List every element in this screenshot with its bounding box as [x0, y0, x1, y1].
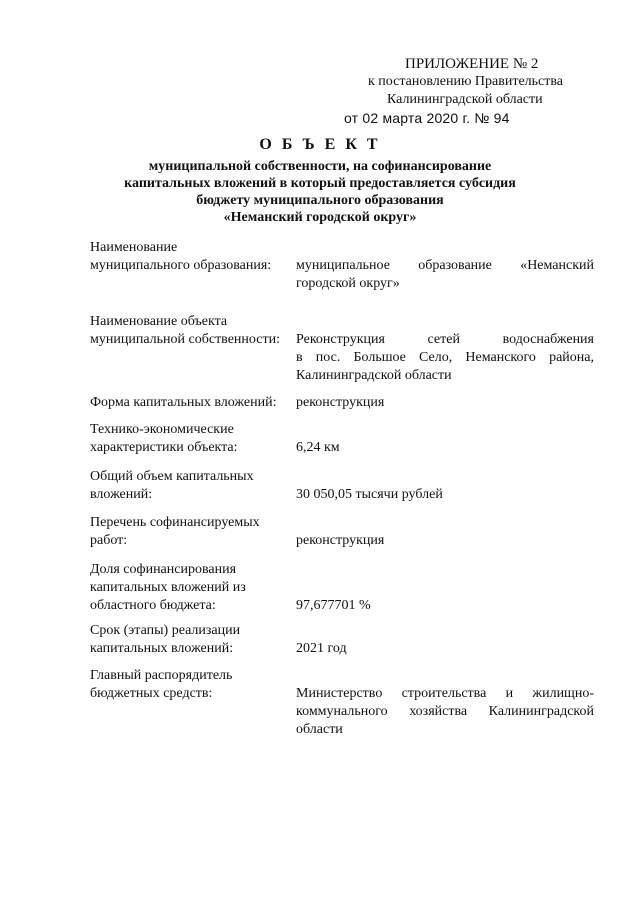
label-line: Форма капитальных вложений: — [90, 395, 277, 410]
value-line: Министерство строительства и жилищно- — [296, 686, 594, 701]
label-line: Главный распорядитель — [90, 668, 233, 683]
label-line: муниципальной собственности: — [90, 332, 280, 347]
label-line: Общий объем капитальных — [90, 469, 254, 484]
row-label — [90, 468, 290, 504]
value-line: реконструкция — [296, 395, 385, 410]
label-line: вложений: — [90, 487, 153, 502]
row-value — [296, 394, 594, 412]
appendix-region: Калининградской области — [387, 92, 543, 107]
row-value — [296, 640, 594, 658]
row-value — [296, 331, 594, 385]
value-line: области — [296, 722, 343, 737]
row-value — [296, 486, 594, 504]
row-value — [296, 439, 594, 457]
row-value — [296, 685, 594, 739]
label-line: областного бюджета: — [90, 598, 216, 613]
title-heading: О Б Ъ Е К Т — [259, 136, 381, 153]
row-label — [90, 313, 290, 349]
title-line: муниципальной собственности, на софинансирование — [148, 159, 492, 174]
value-line: реконструкция — [296, 533, 385, 548]
label-line: Срок (этапы) реализации — [90, 623, 241, 638]
row-label — [90, 394, 290, 412]
appendix-date-number: от 02 марта 2020 г. № 94 — [344, 110, 510, 126]
row-label — [90, 667, 290, 703]
title-line: бюджету муниципального образования — [196, 193, 444, 208]
appendix-block — [344, 55, 584, 127]
value-line: 97,677701 % — [296, 598, 371, 613]
title-line: «Неманский городской округ» — [223, 210, 417, 225]
value-line: муниципальное образование «Неманский — [296, 258, 594, 273]
label-line: Технико-экономические — [90, 422, 234, 437]
label-line: Наименование — [90, 240, 178, 255]
row-value — [296, 257, 594, 293]
row-value — [296, 597, 594, 615]
title-line: капитальных вложений в который предоставляется субсидия — [124, 176, 516, 191]
document-title — [120, 136, 520, 226]
label-line: капитальных вложений: — [90, 641, 234, 656]
label-line: муниципального образования: — [90, 258, 272, 273]
value-line: 2021 год — [296, 641, 347, 656]
row-label — [90, 239, 290, 275]
row-label — [90, 622, 290, 658]
label-line: работ: — [90, 533, 128, 548]
value-line: в пос. Большое Село, Неманского района, — [296, 350, 594, 365]
value-line: коммунального хозяйства Калининградской — [296, 704, 594, 719]
row-value — [296, 532, 594, 550]
label-line: бюджетных средств: — [90, 686, 213, 701]
value-line: Реконструкция сетей водоснабжения — [296, 332, 594, 347]
label-line: Наименование объекта — [90, 314, 228, 329]
value-line: Калининградской области — [296, 368, 452, 383]
label-line: Доля софинансирования — [90, 562, 237, 577]
label-line: характеристики объекта: — [90, 440, 238, 455]
row-label — [90, 561, 290, 615]
value-line: 30 050,05 тысячи рублей — [296, 487, 443, 502]
row-label — [90, 421, 290, 457]
appendix-decree-ref: к постановлению Правительства — [368, 74, 564, 89]
row-label — [90, 514, 290, 550]
value-line: 6,24 км — [296, 440, 340, 455]
appendix-number: ПРИЛОЖЕНИЕ № 2 — [405, 56, 539, 72]
label-line: Перечень софинансируемых — [90, 515, 260, 530]
value-line: городской округ» — [296, 276, 400, 291]
label-line: капитальных вложений из — [90, 580, 246, 595]
